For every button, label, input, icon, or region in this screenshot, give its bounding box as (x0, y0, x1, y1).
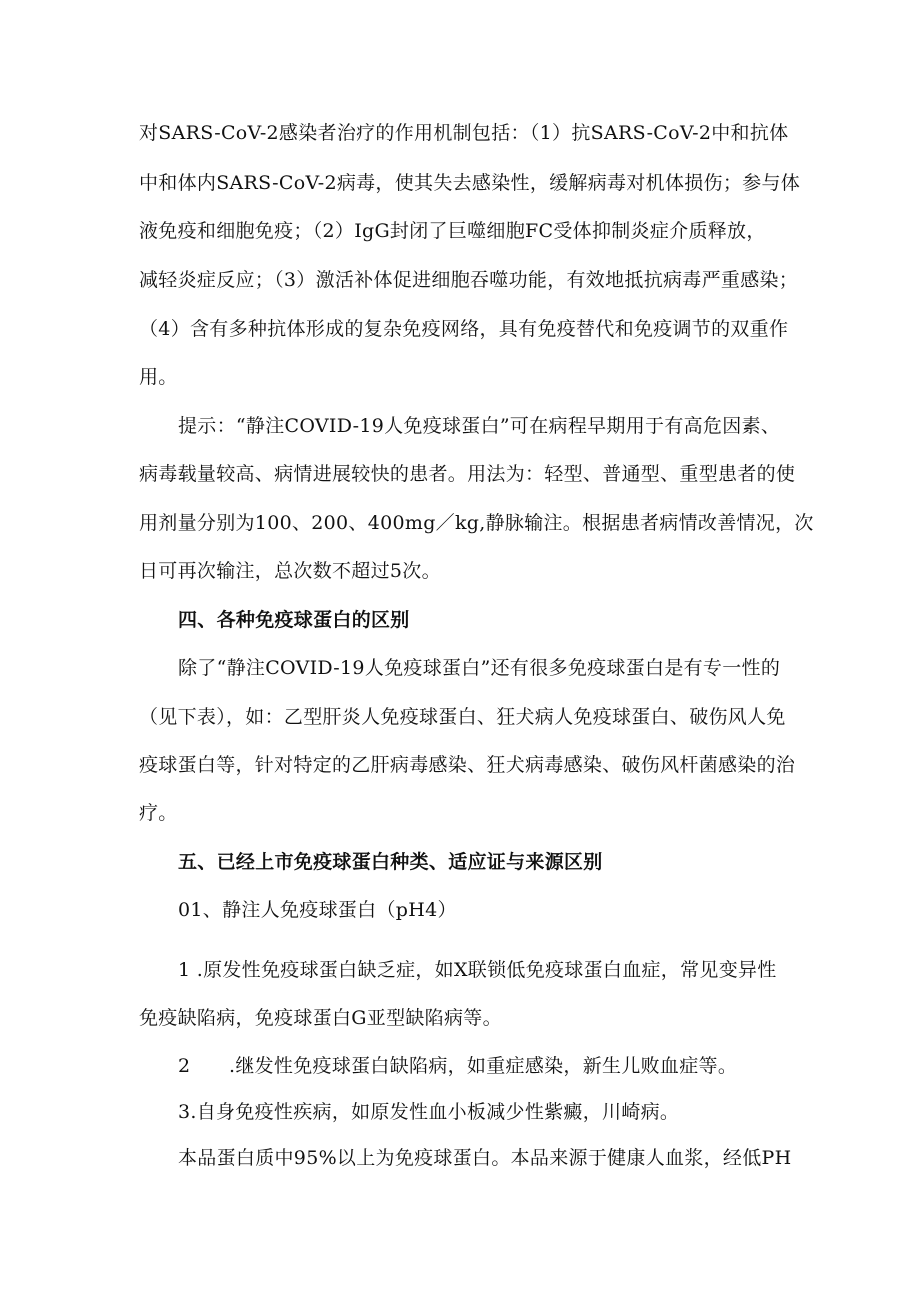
paragraph-mechanism-line-6: 用。 (139, 366, 178, 388)
section-heading-four: 四、各种免疫球蛋白的区别 (178, 609, 410, 631)
indication-item-1-line-2: 免疫缺陷病，免疫球蛋白G亚型缺陷病等。 (139, 1007, 502, 1029)
paragraph-differences-line-2: （见下表），如：乙型肝炎人免疫球蛋白、狂犬病人免疫球蛋白、破伤风人免 (139, 706, 786, 728)
paragraph-hint-line-3: 用剂量分别为100、200、400mg／kg,静脉输注。根据患者病情改善情况，次 (139, 512, 814, 534)
paragraph-mechanism-line-2: 中和体内SARS-CoV-2病毒，使其失去感染性，缓解病毒对机体损伤；参与体 (139, 172, 801, 194)
indication-item-2: 2 .继发性免疫球蛋白缺陷病，如重症感染，新生儿败血症等。 (178, 1055, 738, 1077)
paragraph-mechanism-line-5: （4）含有多种抗体形成的复杂免疫网络，具有免疫替代和免疫调节的双重作 (139, 318, 789, 340)
paragraph-differences-line-4: 疗。 (139, 802, 178, 824)
paragraph-mechanism-line-3: 液免疫和细胞免疫；（2）IgG封闭了巨噬细胞FC受体抑制炎症介质释放， (139, 220, 766, 242)
paragraph-hint-line-1: 提示：“静注COVID-19人免疫球蛋白”可在病程早期用于有高危因素、 (178, 415, 781, 437)
paragraph-mechanism-line-4: 减轻炎症反应；（3）激活补体促进细胞吞噬功能，有效地抵抗病毒严重感染； (139, 269, 799, 291)
paragraph-differences-line-1: 除了“静注COVID-19人免疫球蛋白”还有很多免疫球蛋白是有专一性的 (178, 657, 781, 679)
paragraph-hint-line-4: 日可再次输注，总次数不超过5次。 (139, 560, 441, 582)
indication-item-1-line-1: 1 .原发性免疫球蛋白缺乏症，如X联锁低免疫球蛋白血症，常见变异性 (178, 959, 777, 981)
subheading-ivig-ph4: 01、静注人免疫球蛋白（pH4） (178, 899, 457, 921)
paragraph-differences-line-3: 疫球蛋白等，针对特定的乙肝病毒感染、狂犬病毒感染、破伤风杆菌感染的治 (139, 754, 796, 776)
indication-item-3: 3.自身免疫性疾病，如原发性血小板减少性紫癜，川崎病。 (178, 1101, 680, 1123)
paragraph-source-line-1: 本品蛋白质中95%以上为免疫球蛋白。本品来源于健康人血浆，经低PH (178, 1147, 792, 1169)
section-heading-five: 五、已经上市免疫球蛋白种类、适应证与来源区别 (178, 851, 603, 873)
paragraph-mechanism-line-1: 对SARS-CoV-2感染者治疗的作用机制包括：（1）抗SARS-CoV-2中和抗体 (139, 122, 789, 144)
paragraph-hint-line-2: 病毒载量较高、病情进展较快的患者。用法为：轻型、普通型、重型患者的使 (139, 463, 796, 485)
